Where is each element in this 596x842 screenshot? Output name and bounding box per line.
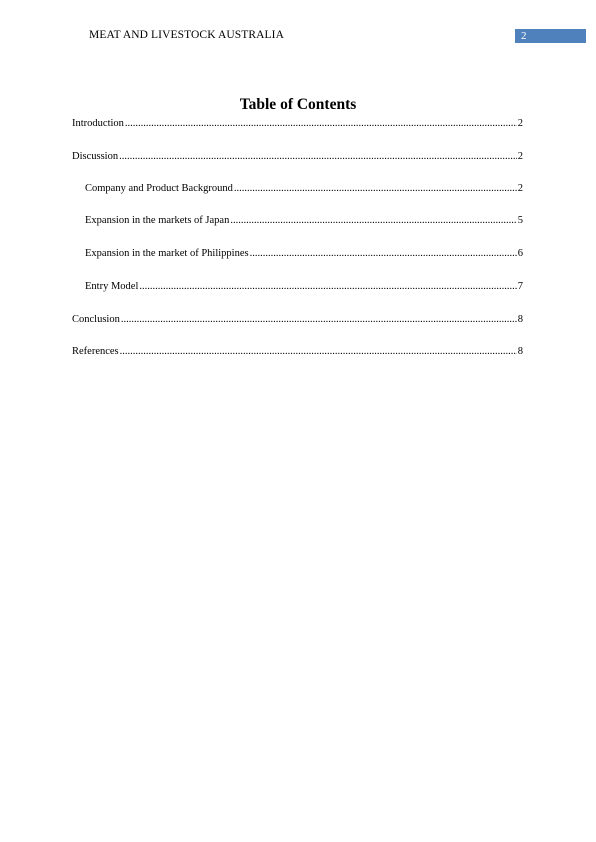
toc-entry-page: 8 [517,314,523,325]
toc-dot-leader [120,345,517,359]
toc-entry-page: 6 [517,248,523,259]
toc-entry-page: 7 [517,281,523,292]
toc-entry-page: 5 [517,215,523,226]
toc-dot-leader [121,313,517,327]
toc-entry-entry-model[interactable] [85,280,523,294]
running-header-title: MEAT AND LIVESTOCK AUSTRALIA [89,29,285,41]
toc-entry-label: Entry Model [85,281,139,292]
toc-entry-label: Conclusion [72,314,120,325]
toc-entry-philippines[interactable] [85,247,523,261]
toc-entry-label: Expansion in the markets of Japan [85,215,230,226]
toc-dot-leader [139,280,516,294]
page-number-badge: 2 [515,29,586,43]
toc-entry-page: 2 [517,151,523,162]
toc-entry-conclusion[interactable] [72,313,523,327]
toc-dot-leader [250,247,517,261]
toc-entry-company-background[interactable] [85,182,523,196]
toc-entry-page: 8 [517,346,523,357]
toc-heading: Table of Contents [239,96,357,113]
toc-dot-leader [230,214,516,228]
toc-entry-introduction[interactable] [72,117,523,131]
toc-entry-label: Discussion [72,151,119,162]
toc-entry-label: Expansion in the market of Philippines [85,248,249,259]
toc-entry-page: 2 [517,183,523,194]
toc-entry-discussion[interactable] [72,150,523,164]
toc-entry-japan[interactable] [85,214,523,228]
toc-entry-page: 2 [517,118,523,129]
toc-entry-label: Company and Product Background [85,183,233,194]
toc-dot-leader [125,117,517,131]
toc-entry-label: References [72,346,119,357]
toc-entry-label: Introduction [72,118,124,129]
toc-dot-leader [119,150,517,164]
toc-dot-leader [234,182,517,196]
toc-entry-references[interactable] [72,345,523,359]
